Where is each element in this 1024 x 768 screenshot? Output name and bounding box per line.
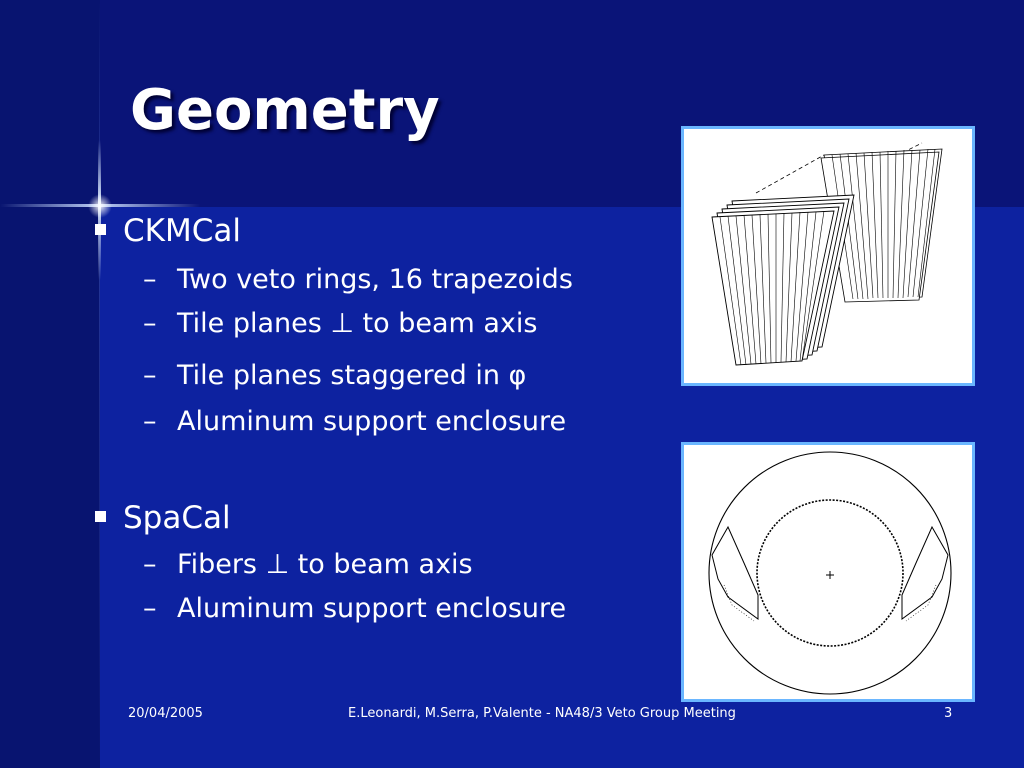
subbullet xyxy=(143,304,703,344)
slide-title: Geometry xyxy=(130,78,440,143)
bullet-label: SpaCal xyxy=(123,500,231,536)
background-left-panel xyxy=(0,0,100,768)
square-bullet-icon xyxy=(95,224,106,235)
subbullet-text: Fibers ⊥ to beam axis xyxy=(177,549,473,580)
subbullet xyxy=(143,589,703,629)
subbullet xyxy=(143,545,703,585)
subbullet xyxy=(143,402,703,442)
dash-marker: – xyxy=(143,264,157,295)
bullet-spacal xyxy=(95,495,695,541)
dash-marker: – xyxy=(143,360,157,391)
spacal-ring-diagram xyxy=(684,445,972,699)
footer-page-number: 3 xyxy=(944,706,953,721)
ckmcal-drawing-image xyxy=(681,126,975,386)
ckmcal-trapezoid-diagram xyxy=(684,129,972,383)
footer-date: 20/04/2005 xyxy=(128,706,203,721)
footer-authors: E.Leonardi, M.Serra, P.Valente - NA48/3 Veto Group Meeting xyxy=(348,706,736,721)
subbullet-text: Two veto rings, 16 trapezoids xyxy=(177,264,573,295)
subbullet xyxy=(143,356,703,396)
subbullet-text: Tile planes staggered in φ xyxy=(177,360,527,391)
subbullet-text: Tile planes ⊥ to beam axis xyxy=(177,308,538,339)
dash-marker: – xyxy=(143,549,157,580)
subbullet-text: Aluminum support enclosure xyxy=(177,593,567,624)
subbullet xyxy=(143,260,703,300)
subbullet-text: Aluminum support enclosure xyxy=(177,406,567,437)
bullet-ckmcal xyxy=(95,208,695,254)
dash-marker: – xyxy=(143,593,157,624)
dash-marker: – xyxy=(143,308,157,339)
spacal-drawing-image xyxy=(681,442,975,702)
bullet-label: CKMCal xyxy=(123,213,241,249)
square-bullet-icon xyxy=(95,511,106,522)
decorative-vertical-line xyxy=(99,0,100,768)
dash-marker: – xyxy=(143,406,157,437)
